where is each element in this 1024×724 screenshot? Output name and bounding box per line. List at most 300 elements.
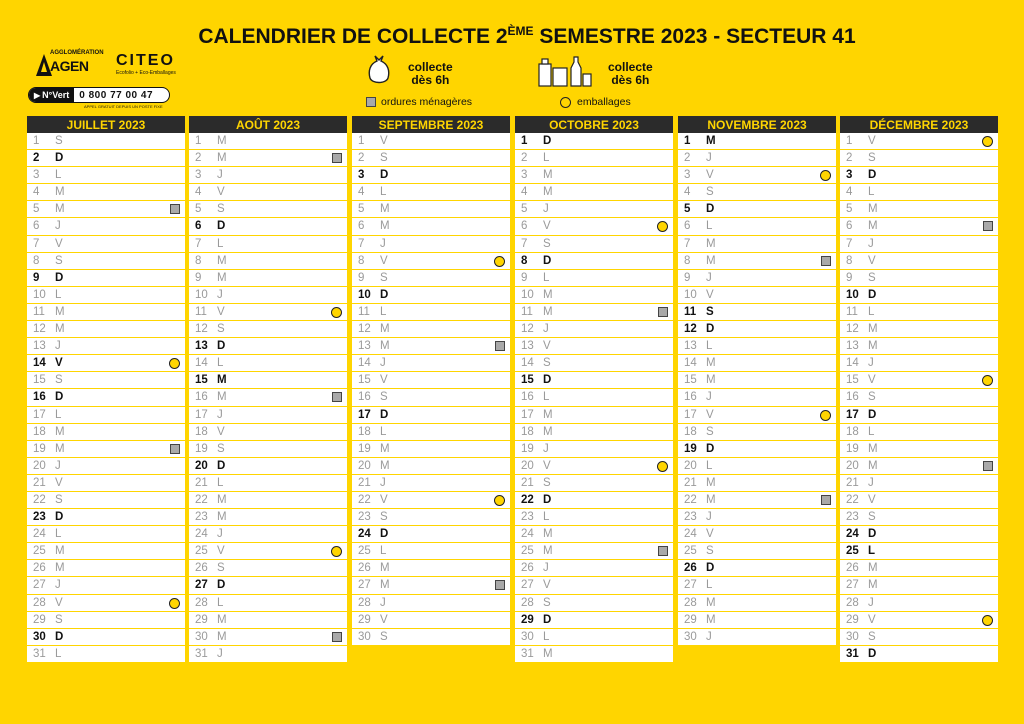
weekday-letter: D [380,288,389,301]
month-header: AOÛT 2023 [189,116,347,133]
day-number: 6 [846,220,853,233]
day-row [27,184,185,201]
weekday-letter: J [217,528,223,541]
day-row [189,389,347,406]
day-number: 26 [33,562,46,575]
day-row [840,526,998,543]
day-row [840,543,998,560]
day-row [352,629,510,646]
agen-logo-small-text: AGGLOMÉRATION [50,50,104,56]
day-number: 5 [684,203,691,216]
weekday-letter: J [55,220,61,233]
day-number: 12 [521,323,534,336]
day-number: 20 [846,459,859,472]
day-row [189,475,347,492]
weekday-letter: V [380,613,388,626]
day-row [678,150,836,167]
legend-om-label: ordures ménagères [381,96,473,108]
day-row [678,133,836,150]
weekday-letter: S [55,135,63,147]
weekday-letter: D [55,511,64,524]
day-number: 10 [846,288,859,301]
day-number: 8 [846,254,853,267]
weekday-letter: S [217,203,225,216]
day-number: 9 [684,271,691,284]
day-number: 2 [195,152,202,165]
day-number: 13 [358,340,371,353]
day-number: 4 [195,186,202,199]
day-row [840,355,998,372]
day-number: 24 [195,528,208,541]
packaging-marker-icon [494,256,505,267]
numero-vert-badge [28,87,170,103]
day-number: 15 [521,374,534,387]
weekday-letter: J [868,596,874,609]
day-row [840,424,998,441]
day-number: 24 [684,528,697,541]
weekday-letter: V [217,425,225,438]
weekday-letter: J [543,562,549,575]
weekday-letter: V [55,596,63,609]
month-header: OCTOBRE 2023 [515,116,673,133]
day-row [840,629,998,646]
day-row [352,338,510,355]
household-waste-marker-icon [170,444,180,454]
weekday-letter: V [543,340,551,353]
day-number: 2 [684,152,691,165]
day-row [840,372,998,389]
day-row [189,526,347,543]
day-number: 26 [358,562,371,575]
day-number: 17 [33,408,46,421]
weekday-letter: M [868,220,878,233]
weekday-letter: M [55,186,65,199]
weekday-letter: S [380,391,388,404]
weekday-letter: D [706,442,715,455]
legend-om-text [408,61,453,87]
yellow-circle-icon [560,97,571,108]
citeo-logo-text: CITEO [116,52,175,69]
day-number: 4 [846,186,853,199]
day-number: 31 [846,647,859,660]
day-number: 19 [358,442,371,455]
day-number: 2 [846,152,853,165]
day-row [840,218,998,235]
household-waste-marker-icon [170,204,180,214]
day-number: 24 [521,528,534,541]
day-row [515,218,673,235]
weekday-letter: J [55,340,61,353]
day-number: 8 [358,254,365,267]
day-number: 4 [33,186,40,199]
weekday-letter: J [217,169,223,182]
day-number: 18 [684,425,697,438]
day-number: 15 [195,374,208,387]
day-row [515,287,673,304]
day-number: 22 [33,493,46,506]
title-rest: SEMESTRE 2023 - SECTEUR 41 [533,25,856,48]
day-number: 7 [33,237,40,250]
weekday-letter: M [543,305,553,318]
household-waste-marker-icon [983,221,993,231]
day-row [352,526,510,543]
weekday-letter: J [380,476,386,489]
weekday-letter: V [217,545,225,558]
day-row [189,646,347,663]
day-number: 25 [33,545,46,558]
day-row [840,509,998,526]
weekday-letter: S [217,323,225,336]
weekday-letter: D [380,169,389,182]
day-number: 9 [521,271,528,284]
day-row [515,355,673,372]
weekday-letter: M [380,220,390,233]
day-number: 10 [358,288,371,301]
day-row [515,475,673,492]
day-number: 26 [684,562,697,575]
day-row [189,167,347,184]
weekday-letter: M [868,562,878,575]
day-number: 12 [195,323,208,336]
weekday-letter: V [868,613,876,626]
day-number: 14 [358,357,371,370]
day-number: 26 [521,562,534,575]
day-row [678,372,836,389]
weekday-letter: S [868,511,876,524]
weekday-letter: D [868,169,877,182]
weekday-letter: L [55,169,62,182]
weekday-letter: M [217,271,227,284]
day-row [189,184,347,201]
day-number: 22 [521,493,534,506]
day-row [352,236,510,253]
day-row [189,629,347,646]
weekday-letter: S [868,271,876,284]
day-row [27,595,185,612]
agen-logo [36,48,102,78]
day-number: 11 [521,305,533,318]
day-row [189,509,347,526]
weekday-letter: D [868,288,877,301]
day-row [27,612,185,629]
weekday-letter: S [706,545,714,558]
day-number: 17 [846,408,859,421]
day-row [840,475,998,492]
day-row [840,492,998,509]
day-number: 29 [846,613,859,626]
weekday-letter: L [543,271,550,284]
day-number: 5 [358,203,365,216]
day-row [352,441,510,458]
weekday-letter: M [55,442,65,455]
day-number: 23 [358,511,371,524]
weekday-letter: S [868,152,876,165]
packaging-marker-icon [169,358,180,369]
day-number: 23 [521,511,534,524]
day-row [189,577,347,594]
day-row [840,646,998,663]
day-number: 18 [358,425,371,438]
weekday-letter: S [380,511,388,524]
weekday-letter: M [380,203,390,216]
day-row [189,458,347,475]
day-row [352,509,510,526]
day-row [515,389,673,406]
weekday-letter: V [543,579,551,592]
weekday-letter: J [706,391,712,404]
month-header: DÉCEMBRE 2023 [840,116,998,133]
day-row [189,270,347,287]
weekday-letter: M [55,545,65,558]
day-number: 11 [33,305,45,318]
day-row [515,458,673,475]
day-row [678,236,836,253]
weekday-letter: J [380,237,386,250]
household-waste-marker-icon [983,461,993,471]
day-row [189,441,347,458]
weekday-letter: M [706,254,716,267]
day-number: 17 [684,408,697,421]
packaging-marker-icon [820,170,831,181]
day-row [678,287,836,304]
weekday-letter: J [543,203,549,216]
day-row [352,475,510,492]
day-row [352,389,510,406]
day-number: 30 [358,630,371,643]
day-row [352,133,510,150]
weekday-letter: M [706,374,716,387]
day-number: 3 [846,169,853,182]
day-row [189,543,347,560]
day-number: 28 [358,596,371,609]
month-header: JUILLET 2023 [27,116,185,133]
weekday-letter: M [217,391,227,404]
packaging-marker-icon [657,221,668,232]
day-row [840,595,998,612]
day-number: 4 [684,186,691,199]
day-row [515,629,673,646]
day-number: 21 [521,476,534,489]
day-number: 30 [521,630,534,643]
day-row [352,150,510,167]
day-number: 31 [521,647,534,660]
day-row [678,560,836,577]
day-row [189,304,347,321]
day-row [678,253,836,270]
day-number: 19 [684,442,697,455]
day-number: 6 [195,220,202,233]
weekday-letter: M [706,493,716,506]
day-row [515,270,673,287]
day-row [352,253,510,270]
day-row [678,338,836,355]
day-number: 23 [195,511,208,524]
day-row [678,612,836,629]
legend-om-line1: collecte [408,60,453,74]
day-row [27,287,185,304]
day-row [27,458,185,475]
day-number: 2 [521,152,528,165]
weekday-letter: D [217,579,226,592]
day-row [840,270,998,287]
day-row [840,150,998,167]
weekday-letter: M [380,579,390,592]
day-number: 29 [195,613,208,626]
day-number: 27 [684,579,697,592]
weekday-letter: V [868,493,876,506]
day-number: 10 [684,288,697,301]
day-number: 16 [358,391,371,404]
weekday-letter: M [868,340,878,353]
day-number: 28 [846,596,859,609]
weekday-letter: L [543,391,550,404]
day-row [840,612,998,629]
weekday-letter: S [543,237,551,250]
day-number: 30 [846,630,859,643]
day-number: 17 [358,408,371,421]
day-number: 7 [684,237,691,250]
weekday-letter: S [868,630,876,643]
weekday-letter: D [217,340,226,353]
weekday-letter: D [55,391,64,404]
numero-vert-label [29,88,74,102]
day-row [515,560,673,577]
day-row [352,304,510,321]
day-number: 13 [846,340,859,353]
weekday-letter: L [55,528,62,541]
day-number: 21 [846,476,859,489]
weekday-letter: L [543,630,550,643]
weekday-letter: M [55,203,65,216]
weekday-letter: M [543,288,553,301]
day-number: 21 [33,476,46,489]
weekday-letter: L [55,288,62,301]
household-waste-marker-icon [332,153,342,163]
day-row [352,321,510,338]
weekday-letter: M [868,203,878,216]
day-number: 25 [846,545,859,558]
weekday-letter: V [55,476,63,489]
day-row [515,407,673,424]
weekday-letter: D [543,254,552,267]
packaging-marker-icon [331,546,342,557]
legend-om [366,96,472,108]
weekday-letter: S [55,374,63,387]
day-row [515,646,673,663]
weekday-letter: D [706,323,715,336]
weekday-letter: M [868,442,878,455]
weekday-letter: V [380,493,388,506]
day-number: 22 [195,493,208,506]
legend-emb [560,96,631,108]
weekday-letter: S [706,186,714,199]
packaging-marker-icon [982,615,993,626]
day-number: 11 [358,305,370,318]
weekday-letter: V [55,237,63,250]
day-row [678,184,836,201]
day-row [678,526,836,543]
day-number: 4 [521,186,528,199]
weekday-letter: J [55,579,61,592]
day-row [27,475,185,492]
packaging-marker-icon [331,307,342,318]
weekday-letter: V [706,169,714,182]
day-row [27,167,185,184]
weekday-letter: M [380,442,390,455]
day-number: 9 [195,271,202,284]
day-row [27,218,185,235]
day-number: 8 [684,254,691,267]
day-row [27,389,185,406]
packaging-marker-icon [982,375,993,386]
citeo-logo [116,52,176,76]
day-row [515,304,673,321]
day-number: 5 [846,203,853,216]
day-row [515,184,673,201]
day-row [352,492,510,509]
day-number: 2 [33,152,40,165]
day-row [840,133,998,150]
day-row [189,133,347,150]
weekday-letter: J [868,476,874,489]
weekday-letter: M [868,323,878,336]
day-number: 29 [33,613,46,626]
day-number: 7 [846,237,853,250]
weekday-letter: D [543,135,552,147]
day-number: 19 [33,442,46,455]
day-number: 25 [195,545,208,558]
title-superscript: ÈME [507,24,534,38]
weekday-letter: M [706,613,716,626]
day-number: 20 [358,459,371,472]
day-row [515,201,673,218]
household-waste-marker-icon [332,392,342,402]
packaging-marker-icon [982,136,993,147]
day-number: 23 [684,511,697,524]
weekday-letter: M [543,528,553,541]
day-number: 21 [358,476,371,489]
day-number: 20 [33,459,46,472]
day-row [189,321,347,338]
day-number: 18 [195,425,208,438]
day-number: 9 [358,271,365,284]
day-number: 6 [358,220,365,233]
title-main: CALENDRIER DE COLLECTE 2 [198,25,508,48]
day-row [352,355,510,372]
day-row [840,184,998,201]
day-number: 16 [846,391,859,404]
weekday-letter: S [55,254,63,267]
day-number: 29 [684,613,697,626]
day-number: 25 [521,545,534,558]
day-row [515,595,673,612]
weekday-letter: J [217,647,223,660]
day-row [678,218,836,235]
day-number: 13 [33,340,46,353]
day-row [352,218,510,235]
day-row [352,543,510,560]
day-row [840,253,998,270]
day-number: 10 [33,288,46,301]
grey-square-icon [366,97,376,107]
weekday-letter: S [217,562,225,575]
day-number: 8 [195,254,202,267]
weekday-letter: L [217,476,224,489]
weekday-letter: M [55,323,65,336]
day-row [515,441,673,458]
day-row [27,543,185,560]
day-number: 17 [521,408,534,421]
